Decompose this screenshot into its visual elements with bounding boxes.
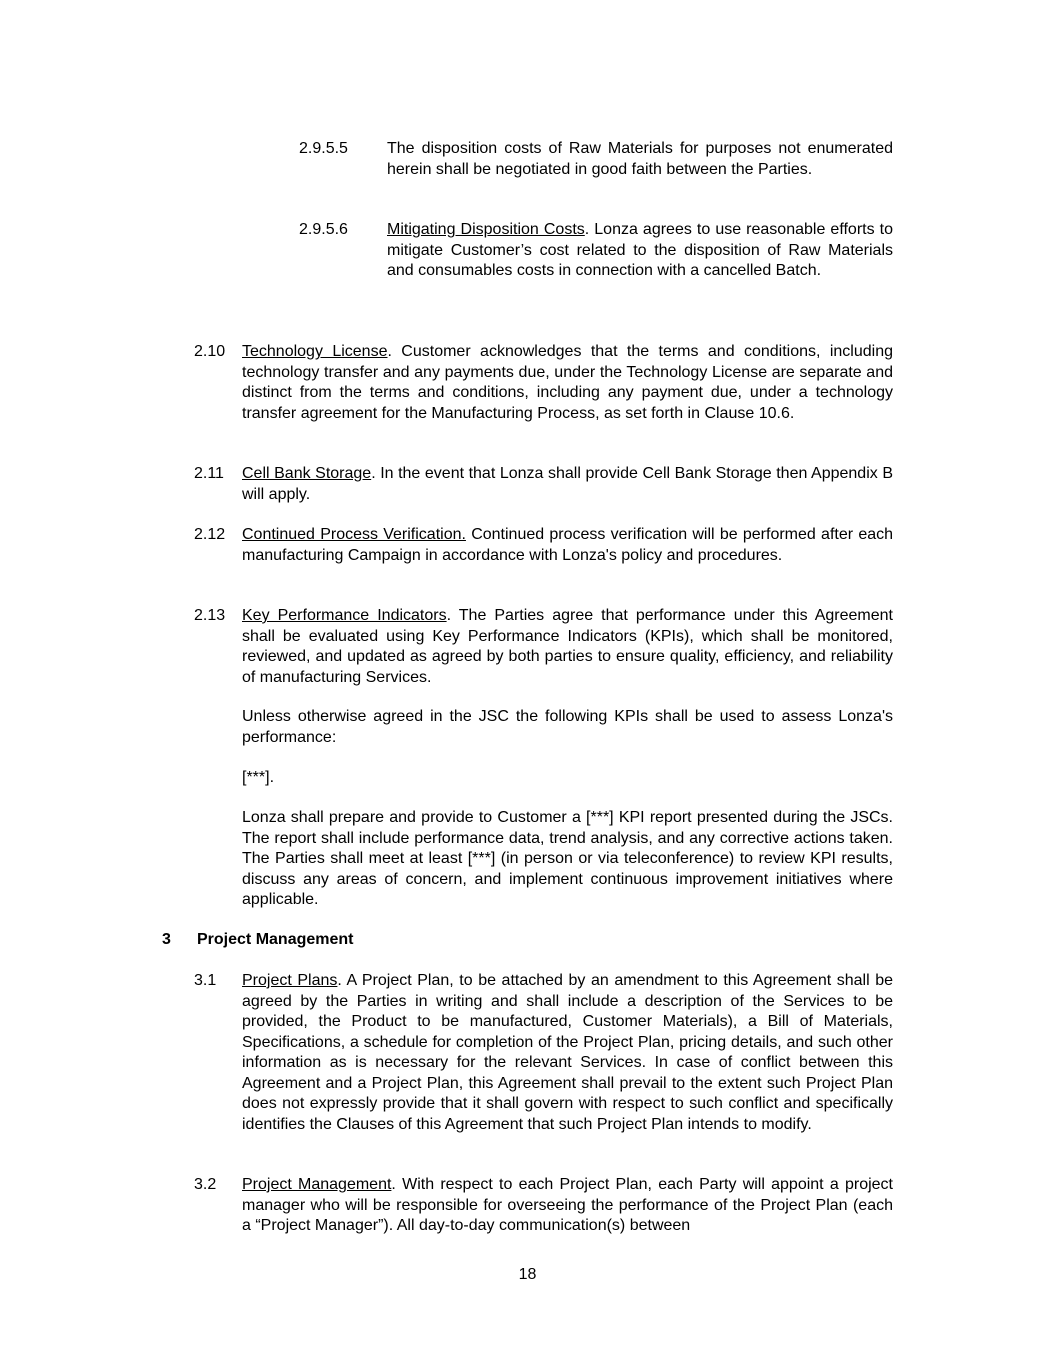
kpi-intro-paragraph: Unless otherwise agreed in the JSC the following KPIs shall be used to assess Lonza's performance:: [242, 708, 893, 746]
page-number: 18: [518, 1266, 537, 1283]
clause-number: 2.10: [194, 343, 226, 360]
section-number: 3: [162, 931, 171, 948]
clause-number: 3.2: [194, 1176, 217, 1193]
clause-heading: Project Plans: [242, 972, 338, 989]
clause-heading: Mitigating Disposition Costs: [387, 221, 585, 238]
clause-body: . A Project Plan, to be attached by an amendment to this Agreement shall be agreed by the Parties in writing and shall include a description of the Services to be provided, the Product to be manufactured, Customer Materials), a Bill of Materials, Specifications, a schedule for completion of the Project Plan, pricing details, and such other information as is necessary for the relevant Services. In case of conflict between this Agreement and a Project Plan, this Agreement shall prevail to the extent such Project Plan does not expressly provide that it shall govern with respect to such conflict and specifically identifies the Clauses of this Agreement that such Project Plan intends to modify.: [242, 972, 894, 1133]
clause-body: . With respect to each Project Plan, each Party will appoint a project manager who will be responsible for overseeing the performance of the Project Plan (each a “Project Manager”). All day-to-day communication(s) between: [242, 1176, 894, 1234]
clause-text: [242, 606, 893, 688]
clause-number: 2.9.5.6: [299, 221, 348, 238]
section-title: Project Management: [197, 931, 354, 948]
clause-body: . The Parties agree that performance under this Agreement shall be evaluated using Key Performance Indicators (KPIs), which shall be monitored, reviewed, and updated as agreed by both parties to ensure quality, efficiency, and reliability of manufacturing Services.: [242, 607, 893, 686]
clause-number: 3.1: [194, 972, 217, 989]
clause-heading: Key Performance Indicators: [242, 607, 447, 624]
clause-body: . Customer acknowledges that the terms and conditions, including technology transfer and any payments due, under the Technology License are separate and distinct from the terms and conditions, including any payment due, under a technology transfer agreement for the Manufacturing Process, as set forth in Clause 10.6.: [242, 343, 894, 422]
clause-number: 2.13: [194, 607, 226, 624]
clause-text: [387, 220, 893, 282]
clause-heading: Technology License: [242, 343, 388, 360]
clause-text: [242, 1175, 893, 1237]
clause-body: The disposition costs of Raw Materials for purposes not enumerated herein shall be negotiated in good faith between the Parties.: [387, 140, 893, 178]
clause-text: [242, 525, 893, 566]
clause-heading: Project Management: [242, 1176, 392, 1193]
clause-text: [387, 139, 893, 180]
clause-text: [242, 971, 893, 1135]
clause-number: 2.9.5.5: [299, 140, 348, 157]
clause-text: [242, 342, 893, 424]
clause-heading: Cell Bank Storage: [242, 465, 372, 482]
clause-body: . Lonza agrees to use reasonable efforts to mitigate Customer’s cost related to the disposition of Raw Materials and consumables costs in connection with a cancelled Batch.: [387, 221, 893, 279]
kpi-report-paragraph: Lonza shall prepare and provide to Customer a [***] KPI report presented during the JSCs. The report shall include performance data, trend analysis, and any corrective actions taken. The Parties shall meet at least [***] (in person or via teleconference) to review KPI results, discuss any areas of concern, and implement continuous improvement initiatives where applicable.: [242, 809, 893, 908]
clause-text: [242, 464, 893, 505]
clause-heading: Continued Process Verification.: [242, 526, 466, 543]
kpi-redacted-paragraph: [***].: [242, 769, 275, 786]
clause-number: 2.11: [194, 465, 224, 482]
clause-number: 2.12: [194, 526, 226, 543]
clause-body: . In the event that Lonza shall provide Cell Bank Storage then Appendix B will apply.: [242, 465, 893, 503]
clause-body: Continued process verification will be performed after each manufacturing Campaign in accordance with Lonza's policy and procedures.: [242, 526, 894, 564]
